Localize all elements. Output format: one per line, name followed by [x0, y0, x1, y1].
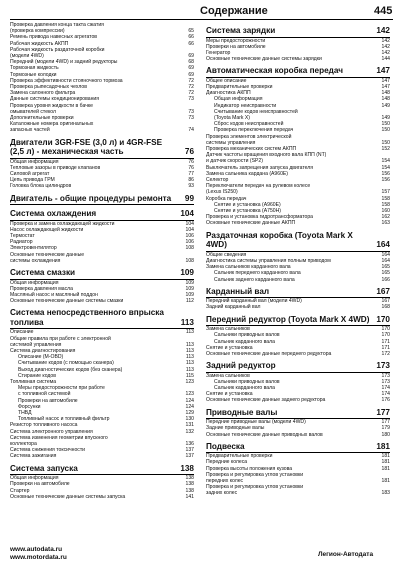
entry-text: Рабочая жидкость раздаточной коробки	[10, 46, 105, 53]
entry-page: 138	[185, 475, 194, 482]
entry-page: 124	[185, 403, 194, 410]
section-title: Двигатель - общие процедуры ремонта	[10, 193, 172, 203]
entry-page: 109	[185, 285, 194, 292]
entry-text: Проверка и регулировка углов установки	[206, 471, 304, 478]
section-page: 104	[180, 209, 194, 219]
entry-text: Головка блока цилиндров	[10, 183, 72, 190]
entry-text: Общая информация	[10, 279, 59, 286]
section-heading[interactable]	[206, 408, 390, 418]
section-page: 99	[184, 193, 194, 203]
section-page: 170	[376, 314, 390, 324]
entry-page: 73	[188, 96, 194, 103]
entry-page: 158	[381, 201, 390, 208]
section-heading[interactable]	[10, 194, 194, 204]
entry-text: Общее описание	[206, 77, 247, 84]
section-heading[interactable]	[10, 268, 194, 278]
entry-text: системы управления	[206, 139, 256, 146]
entry-text: Замена салонного фильтра	[10, 90, 76, 97]
section-page: 147	[376, 66, 390, 76]
entry-page: 171	[381, 338, 390, 345]
entry-page: 170	[381, 332, 390, 339]
entry-text: Форсунки	[18, 403, 41, 410]
section-page: 167	[376, 286, 390, 296]
entry-page: 131	[185, 422, 194, 429]
section-title: Система запуска	[10, 463, 78, 473]
section-page: 109	[180, 268, 194, 278]
entry-text: Снятие и установка (A960E)	[214, 201, 281, 208]
entry-text: Система изменения геометрии впускного	[10, 434, 108, 441]
page-header	[0, 0, 403, 22]
section-heading[interactable]	[206, 361, 390, 371]
entry-text: Стирание кодов	[18, 372, 56, 379]
entry-text: Проверка и регулировка углов установки	[206, 484, 304, 491]
toc-section	[206, 287, 390, 311]
entry-text: Датчик частоты вращения входного вала КПП (NT)	[206, 152, 327, 159]
entry-text: запасных частей	[10, 127, 50, 134]
toc-entry[interactable]	[206, 432, 390, 438]
entry-page: 113	[185, 329, 194, 336]
entry-text: Проверки на автомобиле	[10, 481, 70, 488]
section-page: 164	[376, 240, 390, 250]
page-number: 445	[374, 5, 393, 17]
entry-text: Система снижения токсичности	[10, 447, 86, 454]
entry-page: 129	[185, 410, 194, 417]
section-page: 181	[376, 441, 390, 451]
entry-page: 69	[188, 71, 194, 78]
entry-text: коллектора	[10, 441, 37, 448]
entry-page: 109	[185, 279, 194, 286]
entry-page: 149	[381, 115, 390, 122]
toc-section	[10, 209, 194, 264]
entry-page: 72	[188, 84, 194, 91]
entry-page: 163	[381, 220, 390, 227]
toc-section	[206, 26, 390, 62]
entry-page: 150	[381, 121, 390, 128]
entry-text: Замена сальников	[206, 326, 250, 333]
entry-page: 113	[185, 348, 194, 355]
section-heading[interactable]	[206, 442, 390, 452]
entry-text: Переключатели передач на рулевом колесе	[206, 183, 311, 190]
section-heading[interactable]	[10, 464, 194, 474]
entry-text: Цепь привода ГРМ	[10, 177, 55, 184]
entry-page: 156	[381, 170, 390, 177]
entry-text: Проверка элементов электрической	[206, 133, 292, 140]
entry-page: 166	[381, 276, 390, 283]
entry-page: 157	[381, 189, 390, 196]
entry-text: Проверка давления конца такта сжатия	[10, 22, 104, 28]
entry-text: Проверки на автомобиле	[206, 43, 266, 50]
entry-page: 144	[381, 56, 390, 63]
toc-left-column	[10, 22, 194, 500]
toc-entry[interactable]	[206, 490, 390, 496]
footer-site-autodata[interactable]: www.autodata.ru	[10, 546, 63, 553]
section-title: Система непосредственного впрыска топлива	[10, 308, 164, 327]
entry-text: Топливная система	[10, 379, 57, 386]
entry-text: Сальники приводных валов	[214, 332, 280, 339]
entry-text: Считывание кодов неисправностей	[214, 108, 298, 115]
entry-text: (модели 4WD)	[10, 53, 44, 60]
entry-text: Резистор топливного насоса	[10, 422, 78, 429]
entry-text: Передние приводные валы (модели 4WD)	[206, 419, 306, 426]
entry-page: 183	[381, 490, 390, 497]
entry-text: Электровентилятор	[10, 245, 57, 252]
entry-text: Предварительные проверки	[206, 453, 273, 460]
toc-section	[10, 138, 194, 190]
entry-page: 149	[381, 102, 390, 109]
entry-text: Генератор	[206, 49, 231, 56]
toc-entry[interactable]	[206, 397, 390, 403]
footer-publisher: Легион-Автодата	[318, 551, 374, 558]
entry-page: 136	[185, 441, 194, 448]
entry-page: 108	[185, 245, 194, 252]
entry-text: Общая информация	[10, 475, 59, 482]
page-title: Содержание	[200, 5, 268, 17]
entry-text: Сальники приводных валов	[214, 378, 280, 385]
section-title: Двигатели 3GR-FSE (3,0 л) и 4GR-FSE (2,5 л) - механическая часть	[10, 137, 163, 157]
entry-page: 113	[185, 360, 194, 367]
entry-text: Основные технические данные системы зарядки	[206, 56, 322, 63]
toc-entry[interactable]	[10, 453, 194, 459]
entry-page: 168	[381, 304, 390, 311]
entry-text: Проверка высоты положения кузова	[206, 465, 293, 472]
entry-text: Данные системы кондиционирования	[10, 96, 100, 103]
toc-section	[206, 408, 390, 438]
entry-text: Диагностика АКПП	[206, 90, 251, 97]
entry-page: 130	[185, 416, 194, 423]
entry-page: 164	[381, 257, 390, 264]
section-title: Система охлаждения	[10, 209, 97, 219]
section-title: Раздаточная коробка (Toyota Mark X 4WD)	[206, 230, 353, 250]
entry-page: 113	[185, 341, 194, 348]
section-heading[interactable]	[206, 287, 390, 297]
entry-text: Рабочая жидкость АКПП	[10, 40, 69, 47]
entry-page: 86	[188, 177, 194, 184]
entry-page: 77	[188, 171, 194, 178]
toc-entry[interactable]	[10, 298, 194, 304]
entry-text: Сброс кодов неисправностей	[214, 121, 284, 128]
entry-text: Сальник карданного вала	[214, 385, 275, 392]
toc-section	[206, 231, 390, 283]
entry-page: 156	[381, 177, 390, 184]
entry-text: омывателей стекол	[10, 108, 57, 115]
toc-entry[interactable]	[206, 304, 390, 310]
entry-page: 181	[381, 453, 390, 460]
section-title: Приводные валы	[206, 407, 278, 417]
entry-text: Предварительные проверки	[206, 84, 273, 91]
entry-page: 112	[185, 298, 194, 305]
toc-entry[interactable]	[10, 258, 194, 264]
header-rule	[10, 19, 393, 20]
entry-page: 113	[185, 354, 194, 361]
toc-section	[10, 194, 194, 206]
toc-entry[interactable]	[10, 494, 194, 500]
entry-text: Выход диагностических кодов (без сканера)	[18, 366, 123, 373]
toc-section	[206, 315, 390, 358]
section-rule	[10, 204, 194, 205]
toc-section	[10, 464, 194, 500]
toc-section	[206, 442, 390, 497]
entry-text: Насос охлаждающей жидкости	[10, 226, 84, 233]
entry-text: и датчик скорости (SP2)	[206, 158, 263, 165]
entry-text: Ремень привода навесных агрегатов	[10, 34, 97, 41]
entry-text: Селектор	[206, 177, 229, 184]
entry-page: 66	[188, 40, 194, 47]
entry-text: Проверки на автомобиле	[18, 397, 78, 404]
entry-page: 170	[381, 326, 390, 333]
entry-page: 132	[185, 428, 194, 435]
entry-text: Общие сведения	[206, 251, 247, 258]
entry-page: 148	[381, 90, 390, 97]
toc-right-column	[206, 22, 390, 497]
entry-page: 177	[381, 419, 390, 426]
entry-text: с топливной системой	[18, 391, 71, 398]
toc-entry[interactable]	[10, 183, 194, 189]
entry-text: Основные технические данные приводных валов	[206, 431, 323, 438]
section-page: 76	[184, 147, 194, 157]
entry-page: 150	[381, 127, 390, 134]
entry-page: 106	[185, 233, 194, 240]
footer-site-motordata[interactable]: www.motordata.ru	[10, 554, 67, 561]
toc-section	[206, 361, 390, 404]
entry-page: 109	[185, 292, 194, 298]
section-heading[interactable]	[206, 231, 390, 250]
entry-page: 106	[185, 239, 194, 246]
entry-text: Проверка давления масла	[10, 285, 73, 292]
entry-text: Проверка рыпесадочных чехлов	[10, 84, 87, 91]
entry-page: 69	[188, 65, 194, 72]
entry-page: 152	[381, 146, 390, 153]
entry-page: 123	[185, 391, 194, 398]
toc-entry[interactable]	[10, 127, 194, 133]
entry-page: 76	[188, 158, 194, 165]
entry-text: Система электронного управления	[10, 428, 93, 435]
entry-page: 141	[185, 493, 194, 500]
toc-section	[206, 66, 390, 226]
toc-entry[interactable]	[206, 351, 390, 357]
entry-page: 165	[381, 270, 390, 277]
section-title: Система зарядки	[206, 26, 276, 35]
entry-page: 69	[188, 53, 194, 60]
entry-text: Основные технические данные заднего редуктора	[206, 397, 326, 404]
entry-text: Тепловые зазоры в приводе клапанов	[10, 164, 101, 171]
entry-page: 138	[185, 487, 194, 494]
entry-page: 137	[185, 453, 194, 460]
entry-page: 68	[188, 59, 194, 66]
entry-page: 148	[381, 96, 390, 103]
entry-page: 72	[188, 77, 194, 84]
entry-page: 154	[381, 164, 390, 171]
entry-text: (Toyota Mark X)	[214, 115, 250, 122]
entry-page: 147	[381, 77, 390, 84]
entry-text: Каталожные номера оригинальных	[10, 121, 94, 128]
entry-text: Система зажигания	[10, 453, 57, 460]
section-page: 138	[180, 463, 194, 473]
entry-page: 123	[185, 379, 194, 386]
entry-page: 165	[381, 264, 390, 271]
entry-page: 180	[381, 431, 390, 438]
entry-page: 181	[381, 478, 390, 485]
entry-text: Основные технические данные	[10, 251, 85, 258]
entry-text: Термостат	[10, 233, 35, 240]
entry-page: 142	[381, 43, 390, 50]
entry-page: 174	[381, 385, 390, 392]
entry-text: Меры предосторожности	[206, 37, 266, 44]
entry-text: Задние приводные валы	[206, 425, 265, 432]
entry-page: 73	[188, 115, 194, 122]
entry-page: 65	[188, 28, 194, 35]
entry-page: 104	[185, 220, 194, 227]
entry-text: Радиатор	[10, 239, 33, 246]
entry-page: 138	[185, 481, 194, 488]
entry-page: 167	[381, 298, 390, 305]
entry-page: 172	[381, 350, 390, 357]
entry-text: (проверка компрессии)	[10, 28, 65, 35]
entry-text: Проверка и установка гидротрансформатора	[206, 214, 314, 221]
section-page: 113	[180, 317, 194, 327]
entry-page: 72	[188, 90, 194, 97]
entry-text: Сальник заднего карданного вала	[214, 276, 295, 283]
entry-page: 137	[185, 447, 194, 454]
footer-websites	[10, 546, 67, 562]
entry-text: Проверка эффективности стояночного тормоза	[10, 77, 123, 84]
section-heading[interactable]	[10, 308, 194, 327]
toc-entry[interactable]	[206, 277, 390, 283]
entry-page: 162	[381, 214, 390, 221]
entry-text: Общие правила при работе с электронной	[10, 335, 111, 342]
entry-text: Система диагностирования	[10, 348, 76, 355]
section-heading[interactable]	[206, 26, 390, 36]
toc-section	[10, 308, 194, 459]
entry-text: Основные технические данные системы запуска	[10, 493, 126, 500]
section-title: Подвеска	[206, 441, 245, 451]
section-heading[interactable]	[10, 138, 194, 157]
toc-entry[interactable]	[206, 220, 390, 226]
entry-text: Проверка уровня жидкости в бачке	[10, 102, 93, 109]
section-page: 173	[376, 361, 390, 371]
entry-text: Снятие и установка	[206, 344, 253, 351]
entry-text: Тормозная жидкость	[10, 65, 59, 72]
entry-text: Передний (модели 4WD) и задний редукторы	[10, 59, 118, 66]
entry-text: Передние колеса	[206, 459, 248, 466]
entry-text: Сальник переднего карданного вала	[214, 270, 301, 277]
entry-text: Общая информация	[10, 158, 59, 165]
entry-page: 104	[185, 226, 194, 233]
entry-page: 158	[381, 195, 390, 202]
entry-text: Проверка переключения передач	[214, 127, 294, 134]
entry-text: Меры предосторожности при работе	[18, 385, 105, 392]
entry-page: 115	[185, 372, 194, 379]
entry-text: Считывание кодов (с помощью сканера)	[18, 360, 114, 367]
section-page: 177	[376, 407, 390, 417]
entry-text: Описание	[10, 329, 34, 336]
entry-text: ТНВД	[18, 410, 32, 417]
entry-text: Дополнительные проверки	[10, 115, 74, 122]
entry-text: Индикатор неисправности	[214, 102, 277, 109]
entry-text: Стартер	[10, 487, 30, 494]
entry-text: Снятие и установка (A750H)	[214, 208, 281, 215]
entry-text: Основные технические данные переднего редуктора	[206, 350, 332, 357]
entry-text: Тормозные колодки	[10, 71, 57, 78]
toc-entry[interactable]	[206, 56, 390, 62]
entry-text: Коробка передач	[206, 195, 247, 202]
entry-page: 154	[381, 158, 390, 165]
entry-text: Проверка и замена охлаждающей жидкости	[10, 220, 115, 227]
entry-text: Задний карданный вал	[206, 304, 261, 311]
entry-text: системой управления	[10, 341, 62, 348]
entry-text: Силовой агрегат	[10, 171, 50, 178]
entry-text: Передний карданный вал (модели 4WD)	[206, 298, 302, 305]
entry-page: 181	[381, 459, 390, 466]
entry-text: Основные технические данные АКПП	[206, 220, 296, 227]
entry-text: Топливный насос и топливный фильтр	[18, 416, 110, 423]
entry-text: Замена сальника кардана (A960E)	[206, 170, 289, 177]
entry-page: 76	[188, 164, 194, 171]
entry-page: 66	[188, 34, 194, 41]
entry-text: Выключатель запрещения запуска двигателя	[206, 164, 313, 171]
entry-text: Снятие и установка	[206, 391, 253, 398]
toc-section	[10, 268, 194, 304]
entry-page: 164	[381, 251, 390, 258]
entry-page: 173	[381, 372, 390, 379]
entry-page: 171	[381, 344, 390, 351]
entry-page: 150	[381, 139, 390, 146]
entry-text: Описание (M-OBD)	[18, 354, 64, 361]
entry-page: 179	[381, 425, 390, 432]
entry-page: 73	[188, 108, 194, 115]
entry-text: системы охлаждения	[10, 257, 61, 264]
section-title: Задний редуктор	[206, 361, 276, 371]
entry-text: передних колес	[206, 478, 244, 485]
entry-page: 93	[188, 183, 194, 190]
entry-page: 160	[381, 208, 390, 215]
toc-section	[10, 22, 194, 134]
entry-page: 173	[381, 378, 390, 385]
entry-text: Замена сальников	[206, 372, 250, 379]
section-title: Система смазки	[10, 268, 76, 278]
entry-page: 142	[381, 37, 390, 44]
entry-text: Замена сальников карданного вала	[206, 264, 291, 271]
entry-text: (Lexus IS250)	[206, 189, 238, 196]
section-title: Передний редуктор (Toyota Mark X 4WD)	[206, 314, 370, 324]
entry-text: задних колес	[206, 490, 238, 497]
entry-text: Общая информация	[214, 96, 263, 103]
section-heading[interactable]	[206, 66, 390, 76]
entry-text: Диагностика системы управления полным приводом	[206, 257, 331, 264]
section-heading[interactable]	[206, 315, 390, 325]
entry-page: 174	[381, 391, 390, 398]
entry-text: Сальник карданного вала	[214, 338, 275, 345]
section-title: Автоматическая коробка передач	[206, 66, 343, 76]
entry-text: Основные технические данные системы смазки	[10, 298, 124, 305]
section-page: 142	[376, 26, 390, 35]
entry-page: 113	[185, 366, 194, 373]
entry-page: 108	[185, 257, 194, 264]
entry-text: Масляный насос и масляный поддон	[10, 292, 98, 298]
entry-page: 124	[185, 397, 194, 404]
entry-page: 147	[381, 84, 390, 91]
entry-text: Проверка механических систем АКПП	[206, 146, 297, 153]
entry-page: 74	[188, 127, 194, 134]
entry-page: 181	[381, 465, 390, 472]
section-title: Карданный вал	[206, 286, 270, 296]
section-heading[interactable]	[10, 209, 194, 219]
entry-page: 176	[381, 397, 390, 404]
entry-page: 142	[381, 49, 390, 56]
